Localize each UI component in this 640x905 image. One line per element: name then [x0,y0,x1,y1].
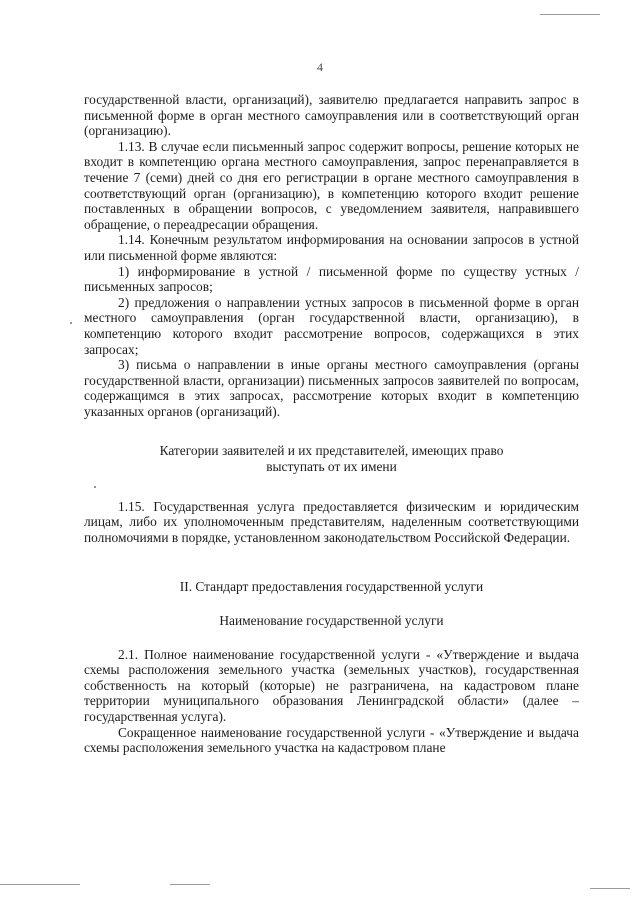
heading-service-name: Наименование государственной услуги [219,613,444,629]
paragraph-1-15: 1.15. Государственная услуга предоставляется физическим и юридическим лицам, либо их уполномоченным представителям, наделенным соответствующими полномочиями в порядке, установленном законодательством Российской Федерации. [84,498,579,545]
heading-applicants-line-1: Категории заявителей и их представителей, имеющих право [159,443,504,459]
scan-mark-top-right [540,14,600,15]
scan-dot [70,322,72,324]
list-item-3: 3) письма о направлении в иные органы местного самоуправления (органы государственной власти, организации) письменных запросов заявителей по вопросам, содержащимся в этих запросах, рассмотрение которых входит в компетенцию указанных органов (организаций). [84,357,579,419]
list-item-2: 2) предложения о направлении устных запросов в письменной форме в орган местного самоуправления (орган государственной власти, организацию), в компетенцию которого входит рассмотрение вопросов, содержащихся в этих запросах; [84,294,579,357]
page-number: 4 [317,60,323,74]
paragraph-1-14: 1.14. Конечным результатом информирования на основании запросов в устной или письменной форме являются: [84,232,579,263]
document-body [84,92,579,756]
paragraph-2-1: 2.1. Полное наименование государственной услуги - «Утверждение и выдача схемы расположения земельного участка (земельных участков), государственная собственность на который (которые) не разграничена, на кадастровом плане территории муниципального образования Ленинградской области» (далее – государственная услуга). [84,646,579,724]
paragraph-short-name: Сокращенное наименование государственной услуги - «Утверждение и выдача схемы расположения земельного участка на кадастровом плане [84,724,579,756]
scan-dot [94,486,96,488]
list-item-1: 1) информирование в устной / письменной форме по существу устных / письменных запросов; [84,263,579,295]
scan-mark-bottom-right [590,888,630,889]
heading-section-2: II. Стандарт предоставления государственной услуги [179,579,484,595]
paragraph-1-13: 1.13. В случае если письменный запрос содержит вопросы, решение которых не входит в компетенцию органа местного самоуправления, запрос перенаправляется в течение 7 (семи) дней со дня его регистрации в органе местного самоуправления в соответствующий орган (организацию), в компетенцию которого входит решение поставленных в обращении вопросов, с уведомлением заявителя, направившего обращение, о переадресации обращения. [84,138,579,232]
scan-mark-bottom-left [0,884,80,885]
scan-mark-bottom-center [170,884,210,885]
paragraph: государственной власти, организаций), заявителю предлагается направить запрос в письменной форме в орган местного самоуправления или в соответствующий орган (организацию). [84,92,579,139]
heading-applicants-line-2: выступать от их имени [266,459,397,475]
